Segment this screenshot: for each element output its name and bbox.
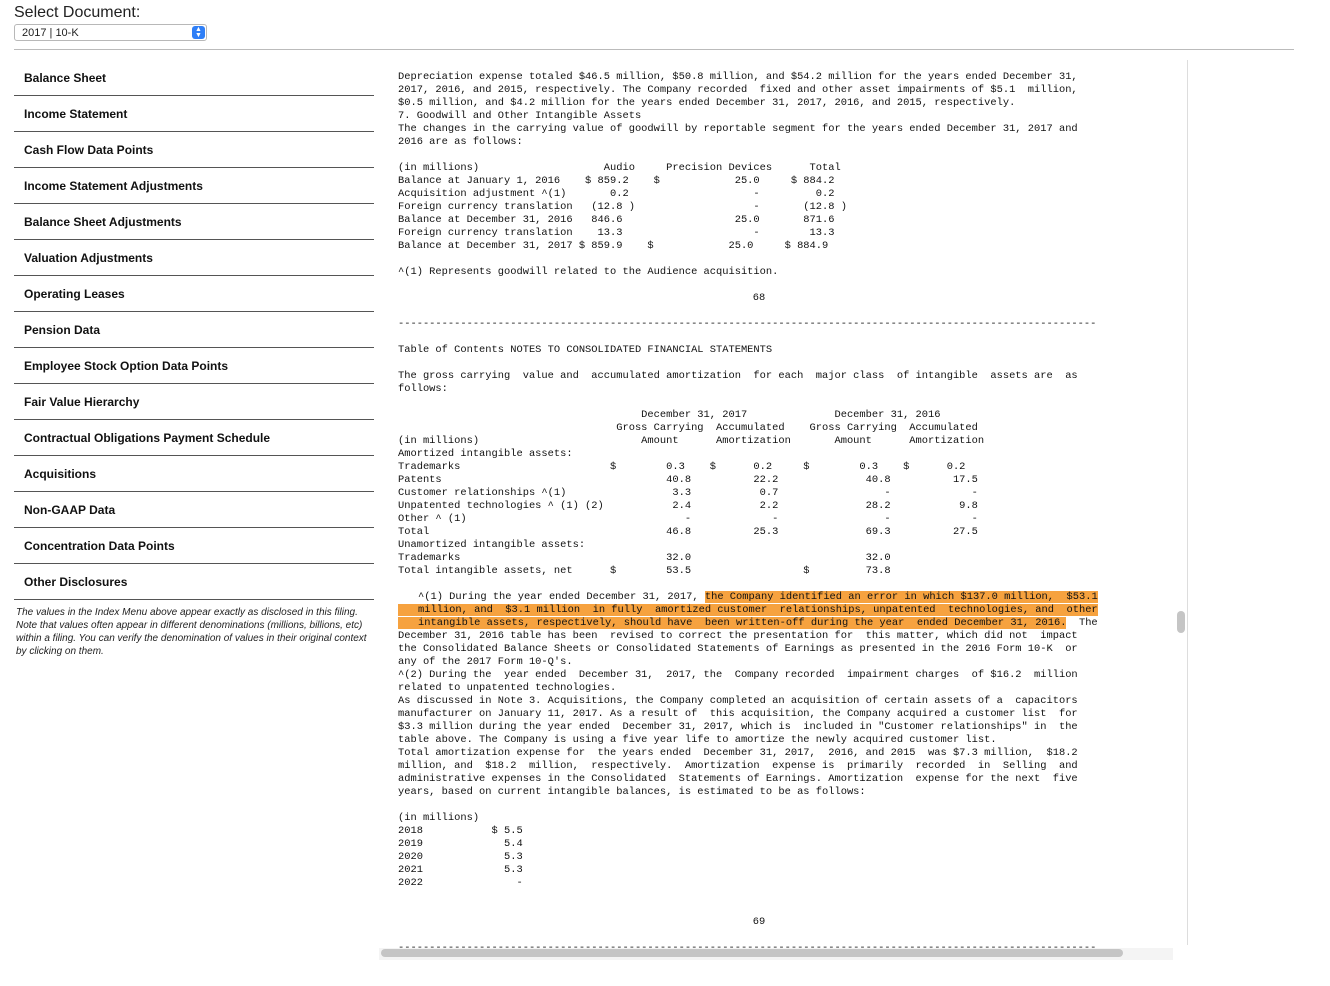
highlighted-text[interactable]: the Company identified an error in which $137.0 million, $53.1 [704, 591, 1098, 603]
table-row: Balance at December 31, 2017 $ 859.9 $ 25.0 $ 884.9 [398, 240, 829, 252]
table-row: Customer relationships ^(1) 3.3 0.7 - - [398, 487, 978, 499]
table-row: 2022 - [398, 877, 523, 889]
page-separator: ---------------------------------------------------------------------------------------------------------------- [398, 318, 1097, 330]
text-line: $0.5 million, and $4.2 million for the years ended December 31, 2017, 2016, and 2015, respectively. [398, 97, 1016, 109]
text-line: The changes in the carrying value of goodwill by reportable segment for the years ended December 31, 2017 and [398, 123, 1078, 135]
intangible-intro-paragraph [398, 370, 1120, 396]
select-arrows-icon: ▲ ▼ [192, 26, 205, 39]
horizontal-scroll-thumb[interactable] [381, 949, 1123, 957]
table-row: (in millions) [398, 812, 480, 824]
text-line: ^(2) During the year ended December 31, 2017, the Company recorded impairment charges of $16.2 million [398, 669, 1078, 681]
menu-item-employee-stock-option[interactable]: Employee Stock Option Data Points [14, 348, 374, 384]
menu-item-acquisitions[interactable]: Acquisitions [14, 456, 374, 492]
text-line: the Consolidated Balance Sheets or Consolidated Statements of Earnings as presented in the 2016 Form 10-K or [398, 643, 1078, 655]
table-row: Total 46.8 25.3 69.3 27.5 [398, 526, 978, 538]
menu-item-pension-data[interactable]: Pension Data [14, 312, 374, 348]
vertical-scroll-thumb[interactable] [1177, 611, 1185, 633]
text-line: follows: [398, 383, 448, 395]
text-line: Depreciation expense totaled $46.5 million, $50.8 million, and $54.2 million for the years ended December 31, [398, 71, 1078, 83]
highlighted-text[interactable]: million, and $3.1 million in fully amortized customer relationships, unpatented technologies, and other [398, 604, 1098, 616]
document-text [398, 71, 1120, 955]
table-row: Trademarks $ 0.3 $ 0.2 $ 0.3 $ 0.2 [398, 461, 966, 473]
table-row: 2020 5.3 [398, 851, 523, 863]
table-row: Balance at January 1, 2016 $ 859.2 $ 25.0 $ 884.2 [398, 175, 835, 187]
menu-item-concentration-data-points[interactable]: Concentration Data Points [14, 528, 374, 564]
text-line: million, and $18.2 million, respectively. Amortization expense is primarily recorded in Selling and [398, 760, 1078, 772]
goodwill-table [398, 162, 1120, 253]
table-row: Gross Carrying Accumulated Gross Carrying Accumulated [398, 422, 978, 434]
menu-item-other-disclosures[interactable]: Other Disclosures [14, 564, 374, 600]
page-number: 68 [752, 292, 766, 304]
text-line: Total amortization expense for the years ended December 31, 2017, 2016, and 2015 was $7.3 million, $18.2 [398, 747, 1078, 759]
index-menu [14, 60, 374, 658]
text-line: The gross carrying value and accumulated amortization for each major class of intangible assets are as [398, 370, 1078, 382]
table-row: Patents 40.8 22.2 40.8 17.5 [398, 474, 978, 486]
table-row: December 31, 2017 December 31, 2016 [398, 409, 941, 421]
table-row: Amortized intangible assets: [398, 448, 573, 460]
text-line: table above. The Company is using a five year life to amortize the newly acquired customer list. [398, 734, 997, 746]
text-line: 7. Goodwill and Other Intangible Assets [398, 110, 642, 122]
table-row: Balance at December 31, 2016 846.6 25.0 871.6 [398, 214, 835, 226]
table-row: (in millions) Audio Precision Devices Total [398, 162, 841, 174]
text-line: administrative expenses in the Consolidated Statements of Earnings. Amortization expense for the next five [398, 773, 1078, 785]
menu-item-income-statement[interactable]: Income Statement [14, 96, 374, 132]
table-row: Unamortized intangible assets: [398, 539, 586, 551]
table-row: Foreign currency translation 13.3 - 13.3 [398, 227, 835, 239]
intangible-notes-paragraph [398, 630, 1120, 799]
table-of-contents-link[interactable]: Table of Contents NOTES TO CONSOLIDATED FINANCIAL STATEMENTS [398, 344, 773, 356]
document-select[interactable] [14, 24, 207, 41]
menu-item-contractual-obligations[interactable]: Contractual Obligations Payment Schedule [14, 420, 374, 456]
text-line: manufacturer on January 11, 2017. As a result of this acquisition, the Company acquired a customer list for [398, 708, 1078, 720]
menu-item-income-statement-adjustments[interactable]: Income Statement Adjustments [14, 168, 374, 204]
index-menu-note: The values in the Index Menu above appear exactly as disclosed in this filing. Note that values often appear in different denominations (millions, billions, etc) within a filing. You can verify the denomination of values in their original context by clicking on them. [16, 607, 367, 657]
header-divider [14, 49, 1294, 50]
highlighted-text[interactable]: intangible assets, respectively, should have been written-off during the year ended December 31, 2016. [398, 617, 1066, 629]
text-line: December 31, 2016 table has been revised to correct the presentation for this matter, which did not impact [398, 630, 1078, 642]
menu-item-valuation-adjustments[interactable]: Valuation Adjustments [14, 240, 374, 276]
intangible-assets-table [398, 409, 1120, 578]
footnote-highlight-line-1: ^(1) During the year ended December 31, 2017, the Company identified an error in which $137.0 million, $53.1 [418, 591, 1098, 603]
table-row: Unpatented technologies ^ (1) (2) 2.4 2.2 28.2 9.8 [398, 500, 978, 512]
text-line: As discussed in Note 3. Acquisitions, the Company completed an acquisition of certain assets of a capacitors [398, 695, 1078, 707]
text-line: any of the 2017 Form 10-Q's. [398, 656, 573, 668]
table-row: Foreign currency translation (12.8 ) - (12.8 ) [398, 201, 847, 213]
footnote-highlight-line-3: intangible assets, respectively, should have been written-off during the year ended December 31, 2016. The [398, 617, 1120, 630]
menu-item-non-gaap-data[interactable]: Non-GAAP Data [14, 492, 374, 528]
table-row: 2021 5.3 [398, 864, 523, 876]
table-row: Acquisition adjustment ^(1) 0.2 - 0.2 [398, 188, 835, 200]
menu-item-fair-value-hierarchy[interactable]: Fair Value Hierarchy [14, 384, 374, 420]
text-line: related to unpatented technologies. [398, 682, 617, 694]
table-row: Other ^ (1) - - - - [398, 513, 978, 525]
menu-item-balance-sheet[interactable]: Balance Sheet [14, 60, 374, 96]
footnote-highlight-line-2 [398, 604, 1120, 617]
menu-item-cash-flow-data-points[interactable]: Cash Flow Data Points [14, 132, 374, 168]
document-select-value: 2017 | 10-K [22, 27, 79, 39]
goodwill-footnote: ^(1) Represents goodwill related to the Audience acquisition. [398, 266, 779, 278]
text-line: 2017, 2016, and 2015, respectively. The Company recorded fixed and other asset impairments of $5.1 million, [398, 84, 1078, 96]
table-row: 2019 5.4 [398, 838, 523, 850]
table-row: Trademarks 32.0 32.0 [398, 552, 891, 564]
select-document-label: Select Document: [14, 4, 141, 21]
depreciation-paragraph [398, 71, 1120, 149]
viewer-border [1187, 60, 1188, 945]
text-line: $3.3 million during the year ended December 31, 2017, which is included in "Customer relationships" in the [398, 721, 1078, 733]
table-row: 2018 $ 5.5 [398, 825, 523, 837]
menu-item-operating-leases[interactable]: Operating Leases [14, 276, 374, 312]
table-row: (in millions) Amount Amortization Amount Amortization [398, 435, 985, 447]
text-line: years, based on current intangible balances, is estimated to be as follows: [398, 786, 866, 798]
amortization-table [398, 812, 1120, 890]
text-line: 2016 are as follows: [398, 136, 523, 148]
menu-item-balance-sheet-adjustments[interactable]: Balance Sheet Adjustments [14, 204, 374, 240]
table-row: Total intangible assets, net $ 53.5 $ 73.8 [398, 565, 891, 577]
page-number: 69 [752, 916, 766, 928]
